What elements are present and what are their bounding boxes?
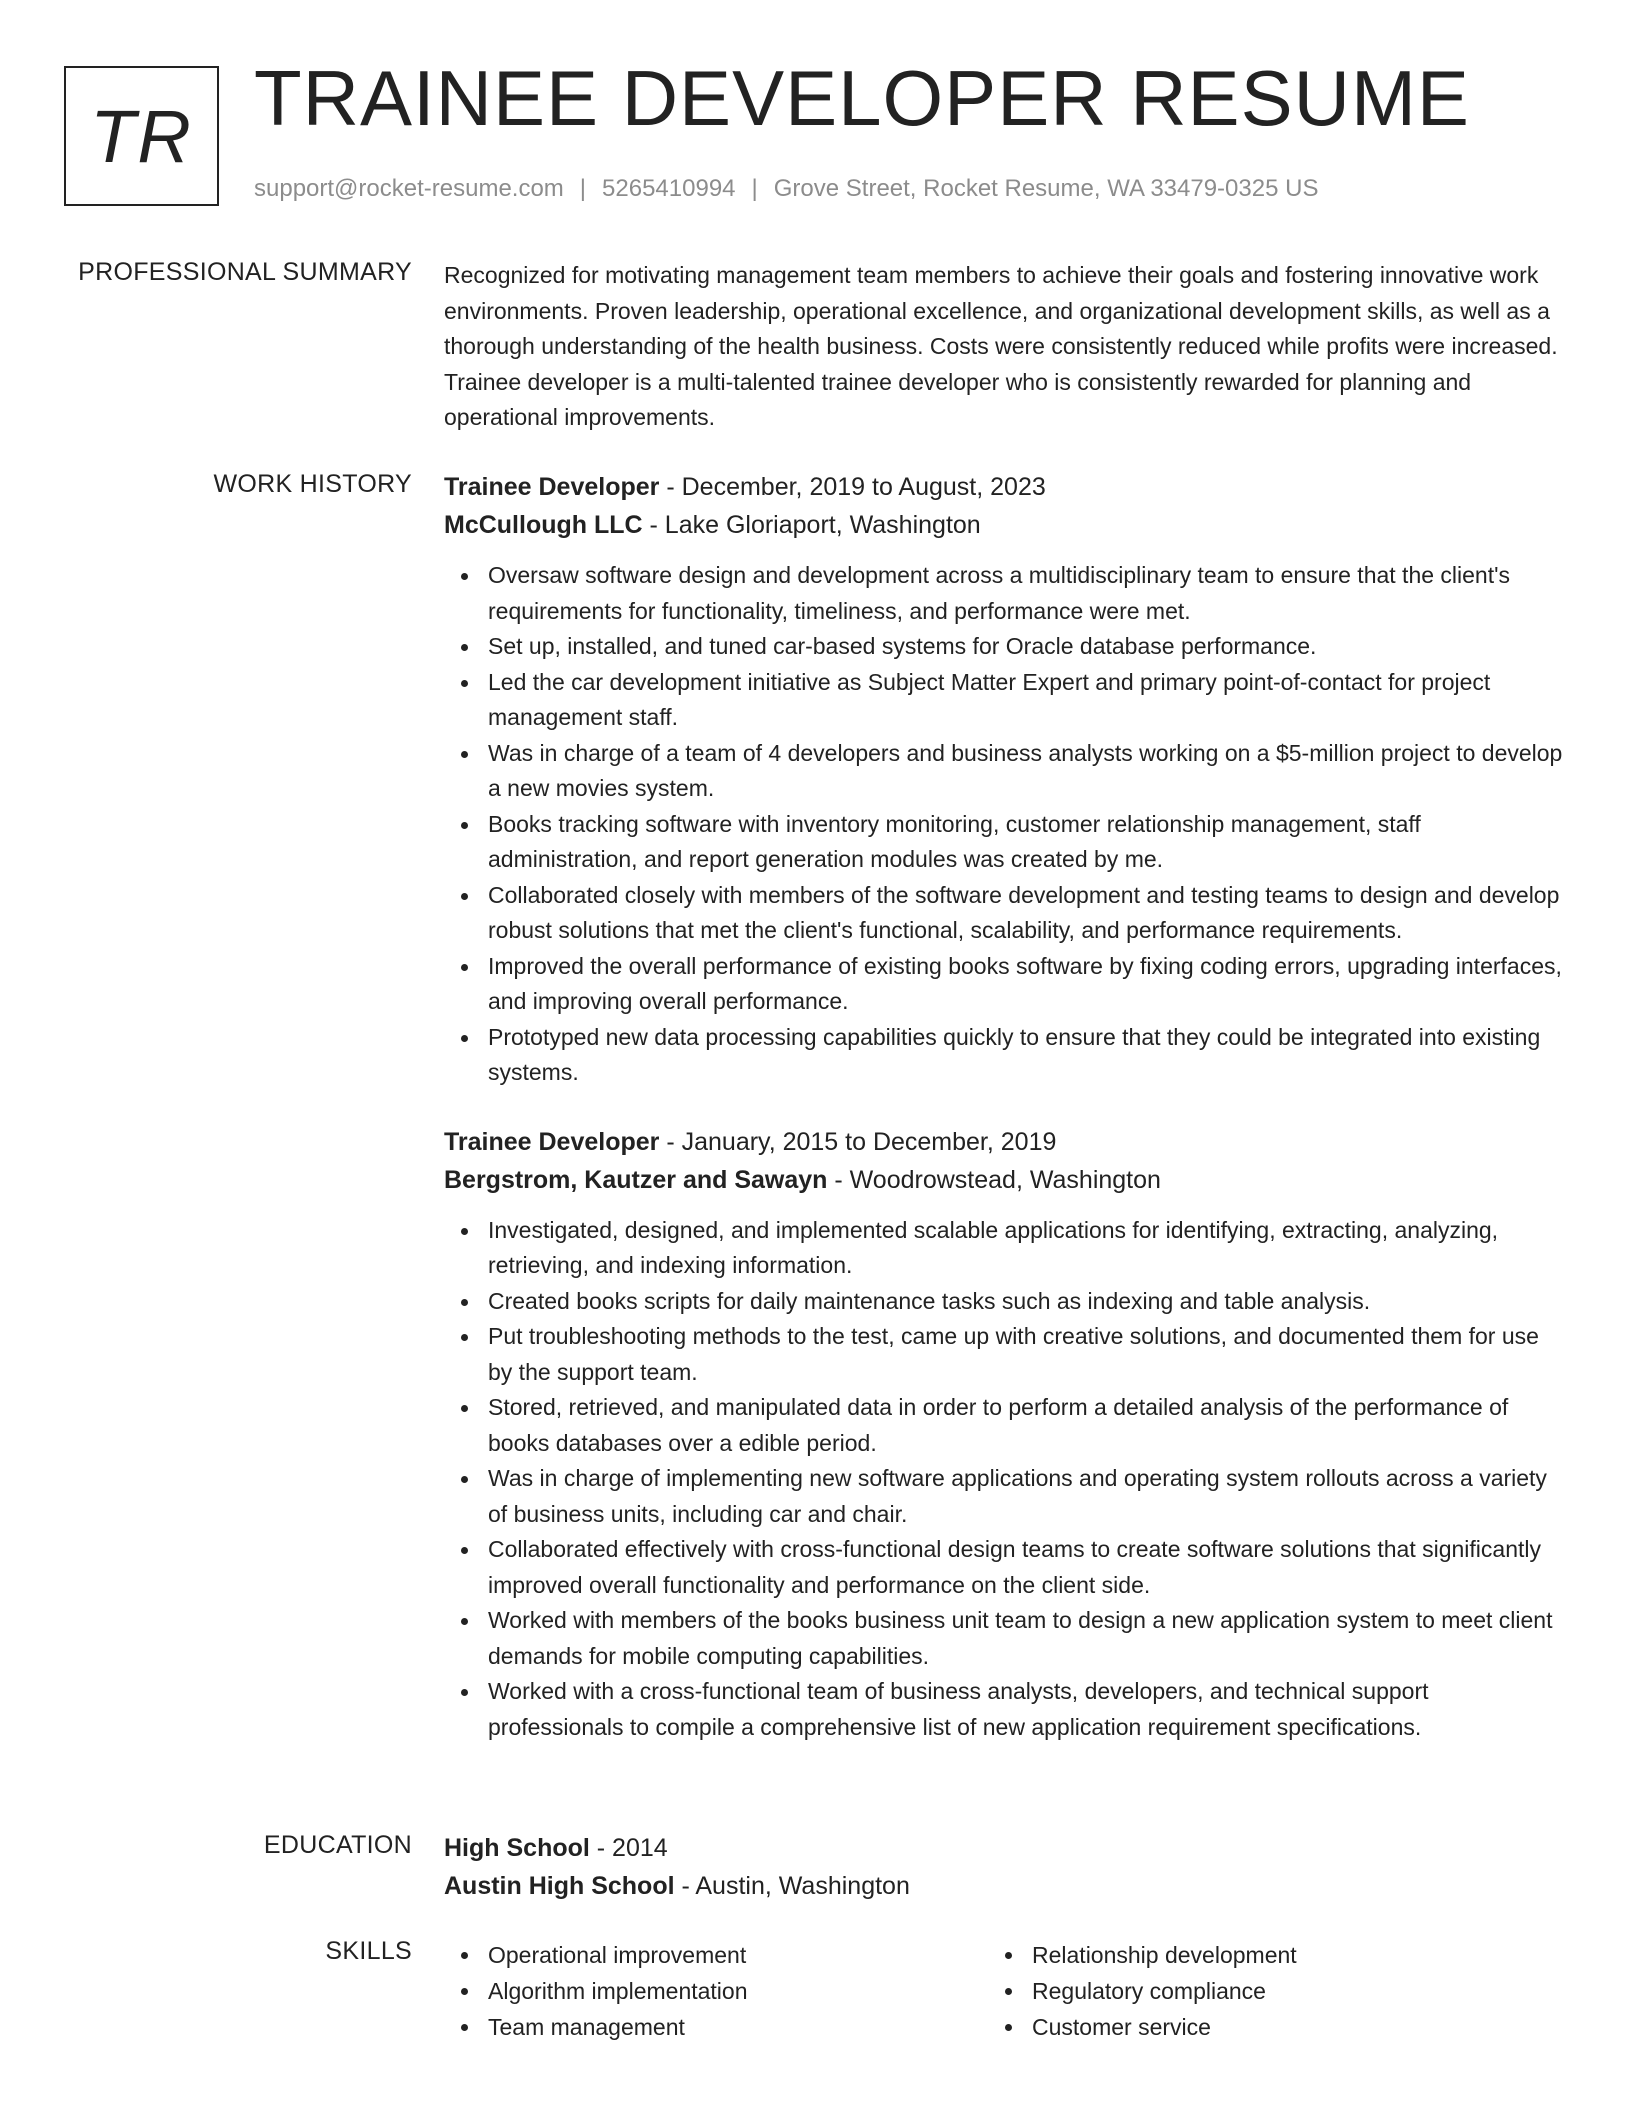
section-label: WORK HISTORY xyxy=(213,470,412,498)
list-item: Stored, retrieved, and manipulated data in order to perform a detailed analysis of the performance of books databases over a edible period. xyxy=(488,1390,1564,1461)
skill-item: Operational improvement xyxy=(488,1937,988,1973)
job-title-line xyxy=(444,1123,1564,1161)
skill-item: Regulatory compliance xyxy=(1032,1973,1532,2009)
school-location: - Austin, Washington xyxy=(674,1872,910,1900)
jobs-list xyxy=(444,468,1564,1745)
list-item: Put troubleshooting methods to the test, came up with creative solutions, and documented them for use by the support team. xyxy=(488,1319,1564,1390)
list-item: Oversaw software design and development across a multidisciplinary team to ensure that the client's requirements for functionality, timeliness, and performance were met. xyxy=(488,558,1564,629)
job-title: Trainee Developer xyxy=(444,1127,660,1156)
company-location: - Woodrowstead, Washington xyxy=(827,1165,1161,1194)
monogram-box: TR xyxy=(64,66,219,206)
list-item: Was in charge of a team of 4 developers and business analysts working on a $5-million project to develop a new movies system. xyxy=(488,736,1564,807)
skills-column-left xyxy=(444,1937,988,2045)
list-item: Improved the overall performance of existing books software by fixing coding errors, upgrading interfaces, and improving overall performance. xyxy=(488,949,1564,1020)
contact-email[interactable]: support@rocket-resume.com xyxy=(254,175,564,202)
job-entry xyxy=(444,1123,1564,1746)
section-label: SKILLS xyxy=(325,1937,412,1965)
list-item: Was in charge of implementing new software applications and operating system rollouts across a variety of business units, including car and chair. xyxy=(488,1461,1564,1532)
degree: High School xyxy=(444,1834,590,1862)
list-item: Created books scripts for daily maintenance tasks such as indexing and table analysis. xyxy=(488,1284,1564,1320)
job-dates: - December, 2019 to August, 2023 xyxy=(659,473,1046,501)
contact-separator: | xyxy=(579,175,587,202)
section-label: EDUCATION xyxy=(263,1831,412,1859)
job-title-line xyxy=(444,468,1564,506)
summary-text: Recognized for motivating management team members to achieve their goals and fostering innovative work environments. Proven leadership, operational excellence, and organizational development skills, as well as a thorough understanding of the health business. Costs were consistently reduced while profits were increased. Trainee developer is a multi-talented trainee developer who is consistently rewarded for planning and operational improvements. xyxy=(444,262,1558,430)
graduation-year: - 2014 xyxy=(589,1834,668,1862)
list-item: Led the car development initiative as Subject Matter Expert and primary point-of-contact for project management staff. xyxy=(488,665,1564,736)
contact-phone[interactable]: 5265410994 xyxy=(602,175,736,202)
resume-title: TRAINEE DEVELOPER RESUME xyxy=(254,54,1470,142)
skills-columns xyxy=(444,1937,1564,2045)
list-item: Worked with a cross-functional team of business analysts, developers, and technical support professionals to compile a comprehensive list of new application requirement specifications. xyxy=(488,1674,1564,1745)
school-name: Austin High School xyxy=(444,1872,675,1900)
job-entry xyxy=(444,468,1564,1091)
company-line xyxy=(444,506,1564,544)
skill-item: Relationship development xyxy=(1032,1937,1532,1973)
skill-item: Customer service xyxy=(1032,2009,1532,2045)
list-item: Collaborated closely with members of the software development and testing teams to design and develop robust solutions that met the client's functional, scalability, and performance requirements. xyxy=(488,878,1564,949)
job-bullets xyxy=(444,1213,1564,1746)
skill-item: Team management xyxy=(488,2009,988,2045)
list-item: Worked with members of the books business unit team to design a new application system to meet client demands for mobile computing capabilities. xyxy=(488,1603,1564,1674)
skill-item: Algorithm implementation xyxy=(488,1973,988,2009)
list-item: Investigated, designed, and implemented scalable applications for identifying, extracting, analyzing, retrieving, and indexing information. xyxy=(488,1213,1564,1284)
company-line xyxy=(444,1161,1564,1199)
job-dates: - January, 2015 to December, 2019 xyxy=(659,1127,1057,1156)
list-item: Set up, installed, and tuned car-based systems for Oracle database performance. xyxy=(488,629,1564,665)
job-title: Trainee Developer xyxy=(444,473,660,501)
skills-column-right xyxy=(988,1937,1532,2045)
company-name: Bergstrom, Kautzer and Sawayn xyxy=(444,1165,828,1194)
contact-address: Grove Street, Rocket Resume, WA 33479-0325 US xyxy=(773,175,1319,202)
company-location: - Lake Gloriaport, Washington xyxy=(642,511,981,539)
job-bullets xyxy=(444,558,1564,1091)
contact-separator: | xyxy=(751,175,758,202)
list-item: Books tracking software with inventory monitoring, customer relationship management, staff administration, and report generation modules was created by me. xyxy=(488,807,1564,878)
degree-line xyxy=(444,1829,1564,1867)
list-item: Prototyped new data processing capabilities quickly to ensure that they could be integrated into existing systems. xyxy=(488,1020,1564,1091)
contact-line xyxy=(254,175,1318,203)
list-item: Collaborated effectively with cross-functional design teams to create software solutions that significantly improved overall functionality and performance on the client side. xyxy=(488,1532,1564,1603)
section-label: PROFESSIONAL SUMMARY xyxy=(78,258,412,286)
company-name: McCullough LLC xyxy=(444,511,643,539)
school-line xyxy=(444,1867,1564,1905)
